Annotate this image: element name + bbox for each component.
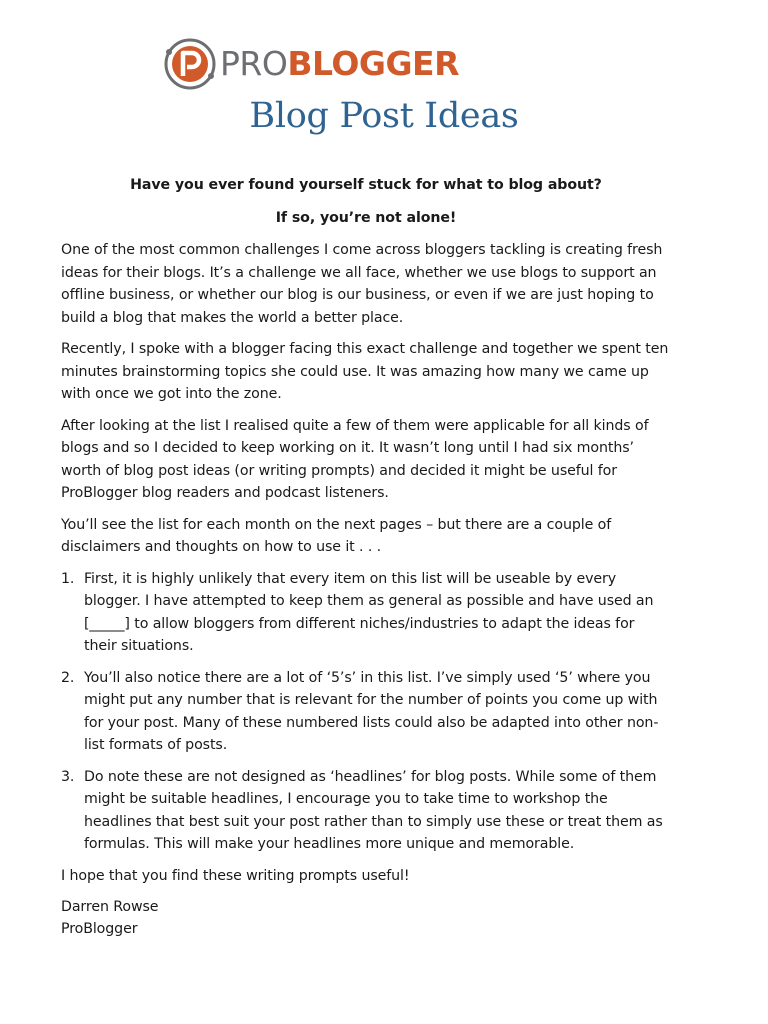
disclaimer-list [61, 568, 671, 856]
paragraph: After looking at the list I realised quite a few of them were applicable for all kinds of blogs and so I decided to keep working on it. It wasn’t long until I had six months’ worth of blog post ideas (or writing prompts) and decided it might be useful for ProBlogger blog readers and podcast listeners. [61, 417, 649, 501]
page-title: Blog Post Ideas [249, 96, 519, 136]
list-item [61, 568, 671, 658]
intro-question: Have you ever found yourself stuck for what to blog about? [130, 177, 602, 193]
list-item-text: First, it is highly unlikely that every item on this list will be useable by every blogger. I have attempted to keep them as general as possible and have used an [_____] to allow bloggers from different niches/industries to adapt the ideas for their situations. [84, 570, 654, 654]
logo-wordmark [220, 36, 459, 92]
problogger-logo [162, 36, 459, 92]
paragraph: One of the most common challenges I come across bloggers tackling is creating fresh ideas for their blogs. It’s a challenge we all face, whether we use blogs to support an offline business, or whether our blog is our business, or even if we are just hoping to build a blog that makes the world a better place. [61, 242, 663, 326]
intro-answer: If so, you’re not alone! [275, 209, 457, 226]
list-item [61, 766, 671, 856]
list-number: 3. [61, 768, 75, 785]
list-item-text: Do note these are not designed as ‘headlines’ for blog posts. While some of them might be suitable headlines, I encourage you to take time to workshop the headlines that best suit your post rather than to simply use these or treat them as formulas. This will make your headlines more unique and memorable. [84, 768, 663, 852]
document-body [61, 174, 671, 940]
signature-org: ProBlogger [61, 921, 138, 937]
list-item [61, 667, 671, 757]
problogger-p-icon [162, 36, 218, 92]
list-number: 1. [61, 570, 75, 587]
list-number: 2. [61, 669, 75, 686]
signature-name: Darren Rowse [61, 899, 159, 915]
closing-line: I hope that you find these writing prompts useful! [61, 867, 410, 884]
paragraph: Recently, I spoke with a blogger facing this exact challenge and together we spent ten minutes brainstorming topics she could use. It was amazing how many we came up with once we got into the zone. [61, 341, 669, 402]
paragraph: You’ll see the list for each month on the next pages – but there are a couple of disclaimers and thoughts on how to use it . . . [61, 516, 612, 555]
logo-blogger-text: BLOGGER [287, 44, 459, 83]
logo-pro-text: PRO [220, 44, 288, 83]
list-item-text: You’ll also notice there are a lot of ‘5’s’ in this list. I’ve simply used ‘5’ where you might put any number that is relevant for the number of points you come up with for your post. Many of these numbered lists could also be adapted into other non-list formats of posts. [84, 669, 659, 753]
